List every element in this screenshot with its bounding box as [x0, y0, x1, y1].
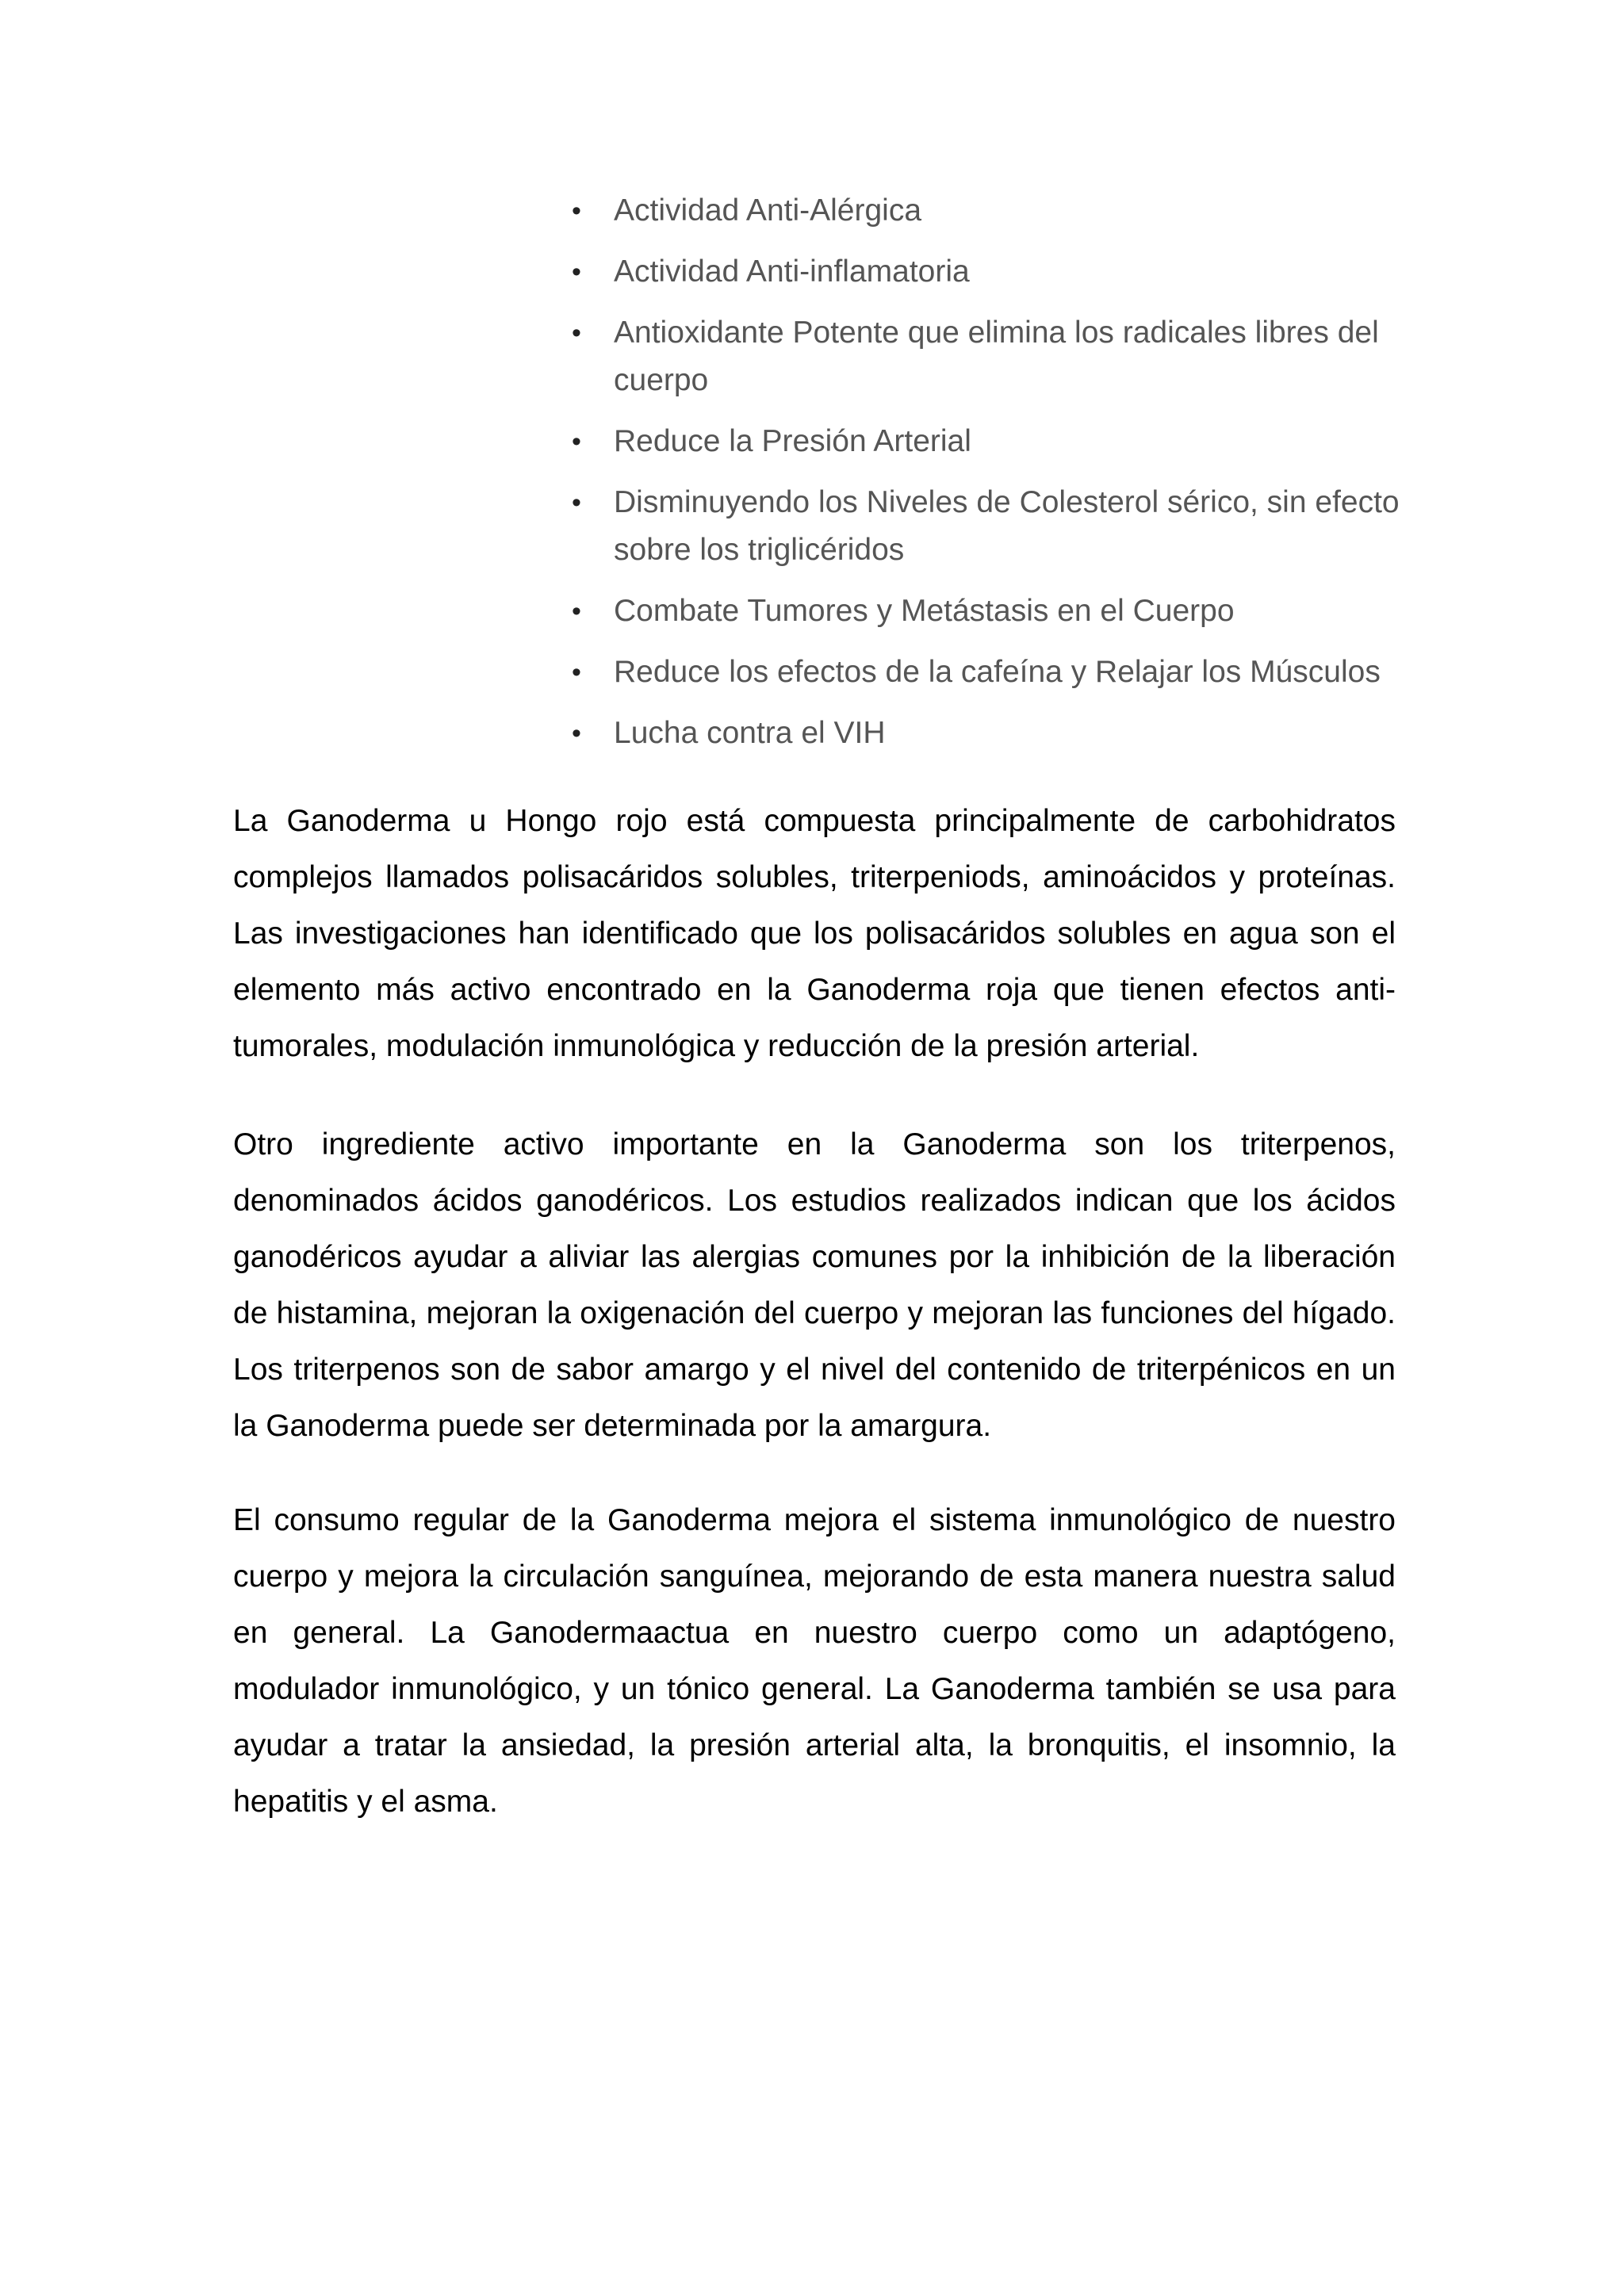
bullet-text: Reduce los efectos de la cafeína y Relajar los Músculos — [614, 655, 1381, 689]
bullet-dot-icon: • — [572, 596, 581, 626]
bullet-dot-icon: • — [572, 257, 581, 287]
bullet-dot-icon: • — [572, 196, 581, 226]
bullet-text: Antioxidante Potente que elimina los radicales libres del cuerpo — [614, 316, 1379, 397]
bullet-item — [560, 309, 1400, 404]
bullet-dot-icon: • — [572, 718, 581, 748]
bullet-dot-icon: • — [572, 657, 581, 687]
paragraph-composition: La Ganoderma u Hongo rojo está compuesta principalmente de carbohidratos complejos llamados polisacáridos solubles, triterpeniods, aminoácidos y proteínas. Las investigaciones han identificado que los polisacáridos solubles en agua son el elemento más activo encontrado en la Ganoderma roja que tienen efectos anti-tumorales, modulación inmunológica y reducción de la presión arterial. — [233, 804, 1396, 1063]
bullet-item — [560, 187, 1400, 235]
bullet-item — [560, 710, 1400, 757]
bullet-text: Actividad Anti-inflamatoria — [614, 254, 970, 289]
bullet-text: Combate Tumores y Metástasis en el Cuerpo — [614, 594, 1235, 628]
bullet-item — [560, 418, 1400, 465]
bullet-dot-icon: • — [572, 488, 581, 518]
bullet-item — [560, 248, 1400, 296]
bullet-dot-icon: • — [572, 318, 581, 348]
bullet-item — [560, 587, 1400, 635]
bullet-dot-icon: • — [572, 427, 581, 457]
bullet-text: Disminuyendo los Niveles de Colesterol sérico, sin efecto sobre los triglicéridos — [614, 485, 1400, 567]
paragraph-triterpenes: Otro ingrediente activo importante en la Ganoderma son los triterpenos, denominados ácidos ganodéricos. Los estudios realizados indican que los ácidos ganodéricos ayudar a aliviar las alergias comunes por la inhibición de la liberación de histamina, mejoran la oxigenación del cuerpo y mejoran las funciones del hígado. Los triterpenos son de sabor amargo y el nivel del contenido de triterpénicos en un la Ganoderma puede ser determinada por la amargura. — [233, 1127, 1396, 1443]
bullet-text: Actividad Anti-Alérgica — [614, 193, 922, 228]
benefits-bullet-list — [560, 187, 1400, 771]
bullet-item — [560, 479, 1400, 574]
paragraph-regular-consumption: El consumo regular de la Ganoderma mejora el sistema inmunológico de nuestro cuerpo y mejora la circulación sanguínea, mejorando de esta manera nuestra salud en general. La Ganodermaactua en nuestro cuerpo como un adaptógeno, modulador inmunológico, y un tónico general. La Ganoderma también se usa para ayudar a tratar la ansiedad, la presión arterial alta, la bronquitis, el insomnio, la hepatitis y el asma. — [233, 1503, 1396, 1819]
bullet-item — [560, 649, 1400, 696]
bullet-text: Lucha contra el VIH — [614, 716, 886, 750]
bullet-text: Reduce la Presión Arterial — [614, 424, 971, 458]
